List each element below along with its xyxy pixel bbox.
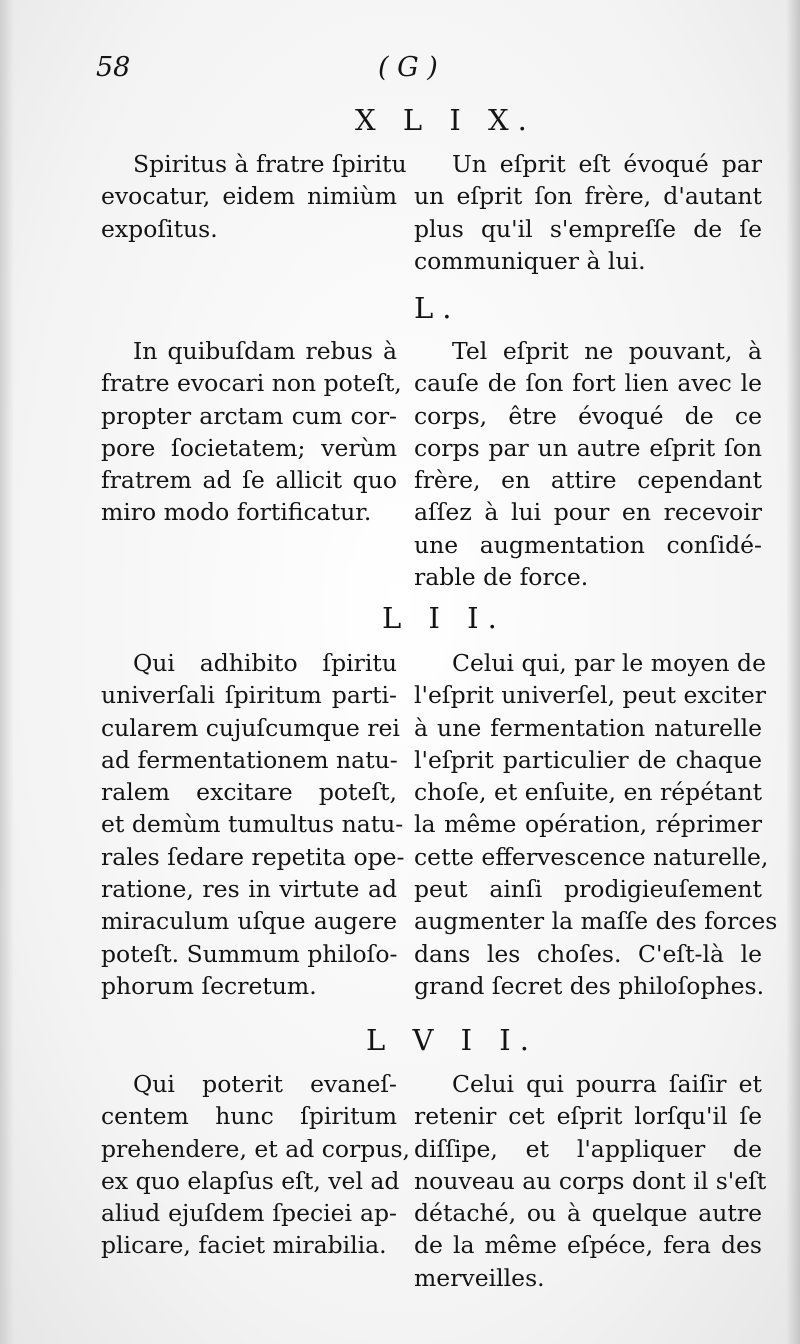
french-line: l'eſprit univerſel, peut exciter <box>414 681 766 710</box>
section-heading-xlix: X L I X. <box>355 103 536 137</box>
french-line: grand ſecret des philoſophes. <box>414 971 765 1000</box>
latin-line: In quibuſdam rebus à <box>133 337 397 365</box>
french-line: corps, être évoqué de ce <box>414 401 762 430</box>
latin-line: phorum ſecretum. <box>101 971 317 1000</box>
latin-line: expoſitus. <box>101 214 218 243</box>
french-line: nouveau au corps dont il s'eſt <box>414 1166 767 1195</box>
french-line: la même opération, réprimer <box>414 810 762 839</box>
latin-line: plicare, faciet mirabilia. <box>101 1231 387 1260</box>
latin-line: poteſt. Summum philoſo- <box>101 939 398 968</box>
french-line: rable de force. <box>414 563 589 592</box>
latin-line: et demùm tumultus natu- <box>101 810 404 839</box>
latin-line: aliud ejuſdem ſpeciei ap- <box>101 1199 397 1228</box>
french-line: choſe, et enſuite, en répétant <box>414 778 763 807</box>
latin-line: propter arctam cum cor- <box>101 401 397 430</box>
latin-line: centem hunc ſpiritum <box>101 1102 397 1131</box>
latin-line: cularem cujuſcumque rei <box>101 713 400 742</box>
french-line: détaché, ou à quelque autre <box>414 1199 762 1228</box>
section-heading-lvii: L V I I. <box>366 1023 538 1057</box>
latin-line: ad fermentationem natu- <box>101 745 398 774</box>
french-line: de la même eſpéce, fera des <box>414 1231 762 1260</box>
latin-line: fratre evocari non poteſt, <box>101 369 402 398</box>
french-text-lvii <box>414 1068 767 1294</box>
section-heading-lii: L I I. <box>382 601 506 635</box>
latin-line: ex quo elapſus eſt, vel ad <box>101 1166 400 1195</box>
latin-line: Qui adhibito ſpiritu <box>133 649 397 677</box>
latin-text-l <box>101 335 402 529</box>
french-line: diſſipe, et l'appliquer de <box>414 1134 762 1163</box>
latin-text-lii <box>101 647 405 1002</box>
french-text-l <box>414 335 762 593</box>
french-line: frère, en attire cependant <box>414 466 762 495</box>
latin-text-xlix <box>101 148 407 245</box>
french-line: Celui qui, par le moyen de <box>452 649 766 677</box>
french-line: aſſez à lui pour en recevoir <box>414 498 762 527</box>
latin-line: rales ſedare repetita ope- <box>101 842 405 871</box>
latin-line: univerſali ſpiritum parti- <box>101 681 397 710</box>
latin-line: ratione, res in virtute ad <box>101 875 397 904</box>
french-line: Tel eſprit ne pouvant, à <box>452 337 762 365</box>
french-text-xlix <box>414 148 762 277</box>
french-line: Un eſprit eſt évoqué par <box>452 150 762 178</box>
latin-line: fratrem ad ſe allicit quo <box>101 466 397 495</box>
latin-line: prehendere, et ad corpus, <box>101 1134 410 1163</box>
page-left-edge <box>0 0 14 1344</box>
french-line: l'eſprit particulier de chaque <box>414 745 762 774</box>
french-line: retenir cet eſprit lorſqu'il ſe <box>414 1102 762 1131</box>
section-heading-l: L. <box>414 291 461 325</box>
latin-line: miraculum uſque augere <box>101 907 397 936</box>
french-line: merveilles. <box>414 1263 545 1292</box>
french-line: dans les choſes. C'eſt-là le <box>414 939 762 968</box>
running-head <box>0 52 800 92</box>
french-line: communiquer à lui. <box>414 246 646 275</box>
latin-text-lvii <box>101 1068 410 1262</box>
french-line: plus qu'il s'empreſſe de ſe <box>414 214 762 243</box>
page-right-edge <box>786 0 800 1344</box>
french-line: Celui qui pourra ſaiſir et <box>452 1070 762 1098</box>
latin-line: Spiritus à fratre ſpiritu <box>133 150 407 178</box>
page-number: 58 <box>96 52 131 83</box>
french-line: augmenter la maſſe des forces <box>414 907 778 936</box>
french-line: à une fermentation naturelle <box>414 713 762 742</box>
latin-line: ralem excitare poteſt, <box>101 778 397 807</box>
french-line: un eſprit ſon frère, d'autant <box>414 182 762 211</box>
french-line: cauſe de ſon fort lien avec le <box>414 369 762 398</box>
french-line: corps par un autre eſprit ſon <box>414 433 762 462</box>
latin-line: evocatur, eidem nimiùm <box>101 182 397 211</box>
latin-line: pore ſocietatem; verùm <box>101 433 397 462</box>
french-text-lii <box>414 647 778 1002</box>
french-line: cette effervescence naturelle, <box>414 842 769 871</box>
latin-line: miro modo fortificatur. <box>101 498 372 527</box>
french-line: une augmentation conſidé- <box>414 530 762 559</box>
latin-line: Qui poterit evaneſ- <box>133 1070 397 1098</box>
signature-mark: ( G ) <box>378 52 438 83</box>
french-line: peut ainſi prodigieuſement <box>414 875 762 904</box>
